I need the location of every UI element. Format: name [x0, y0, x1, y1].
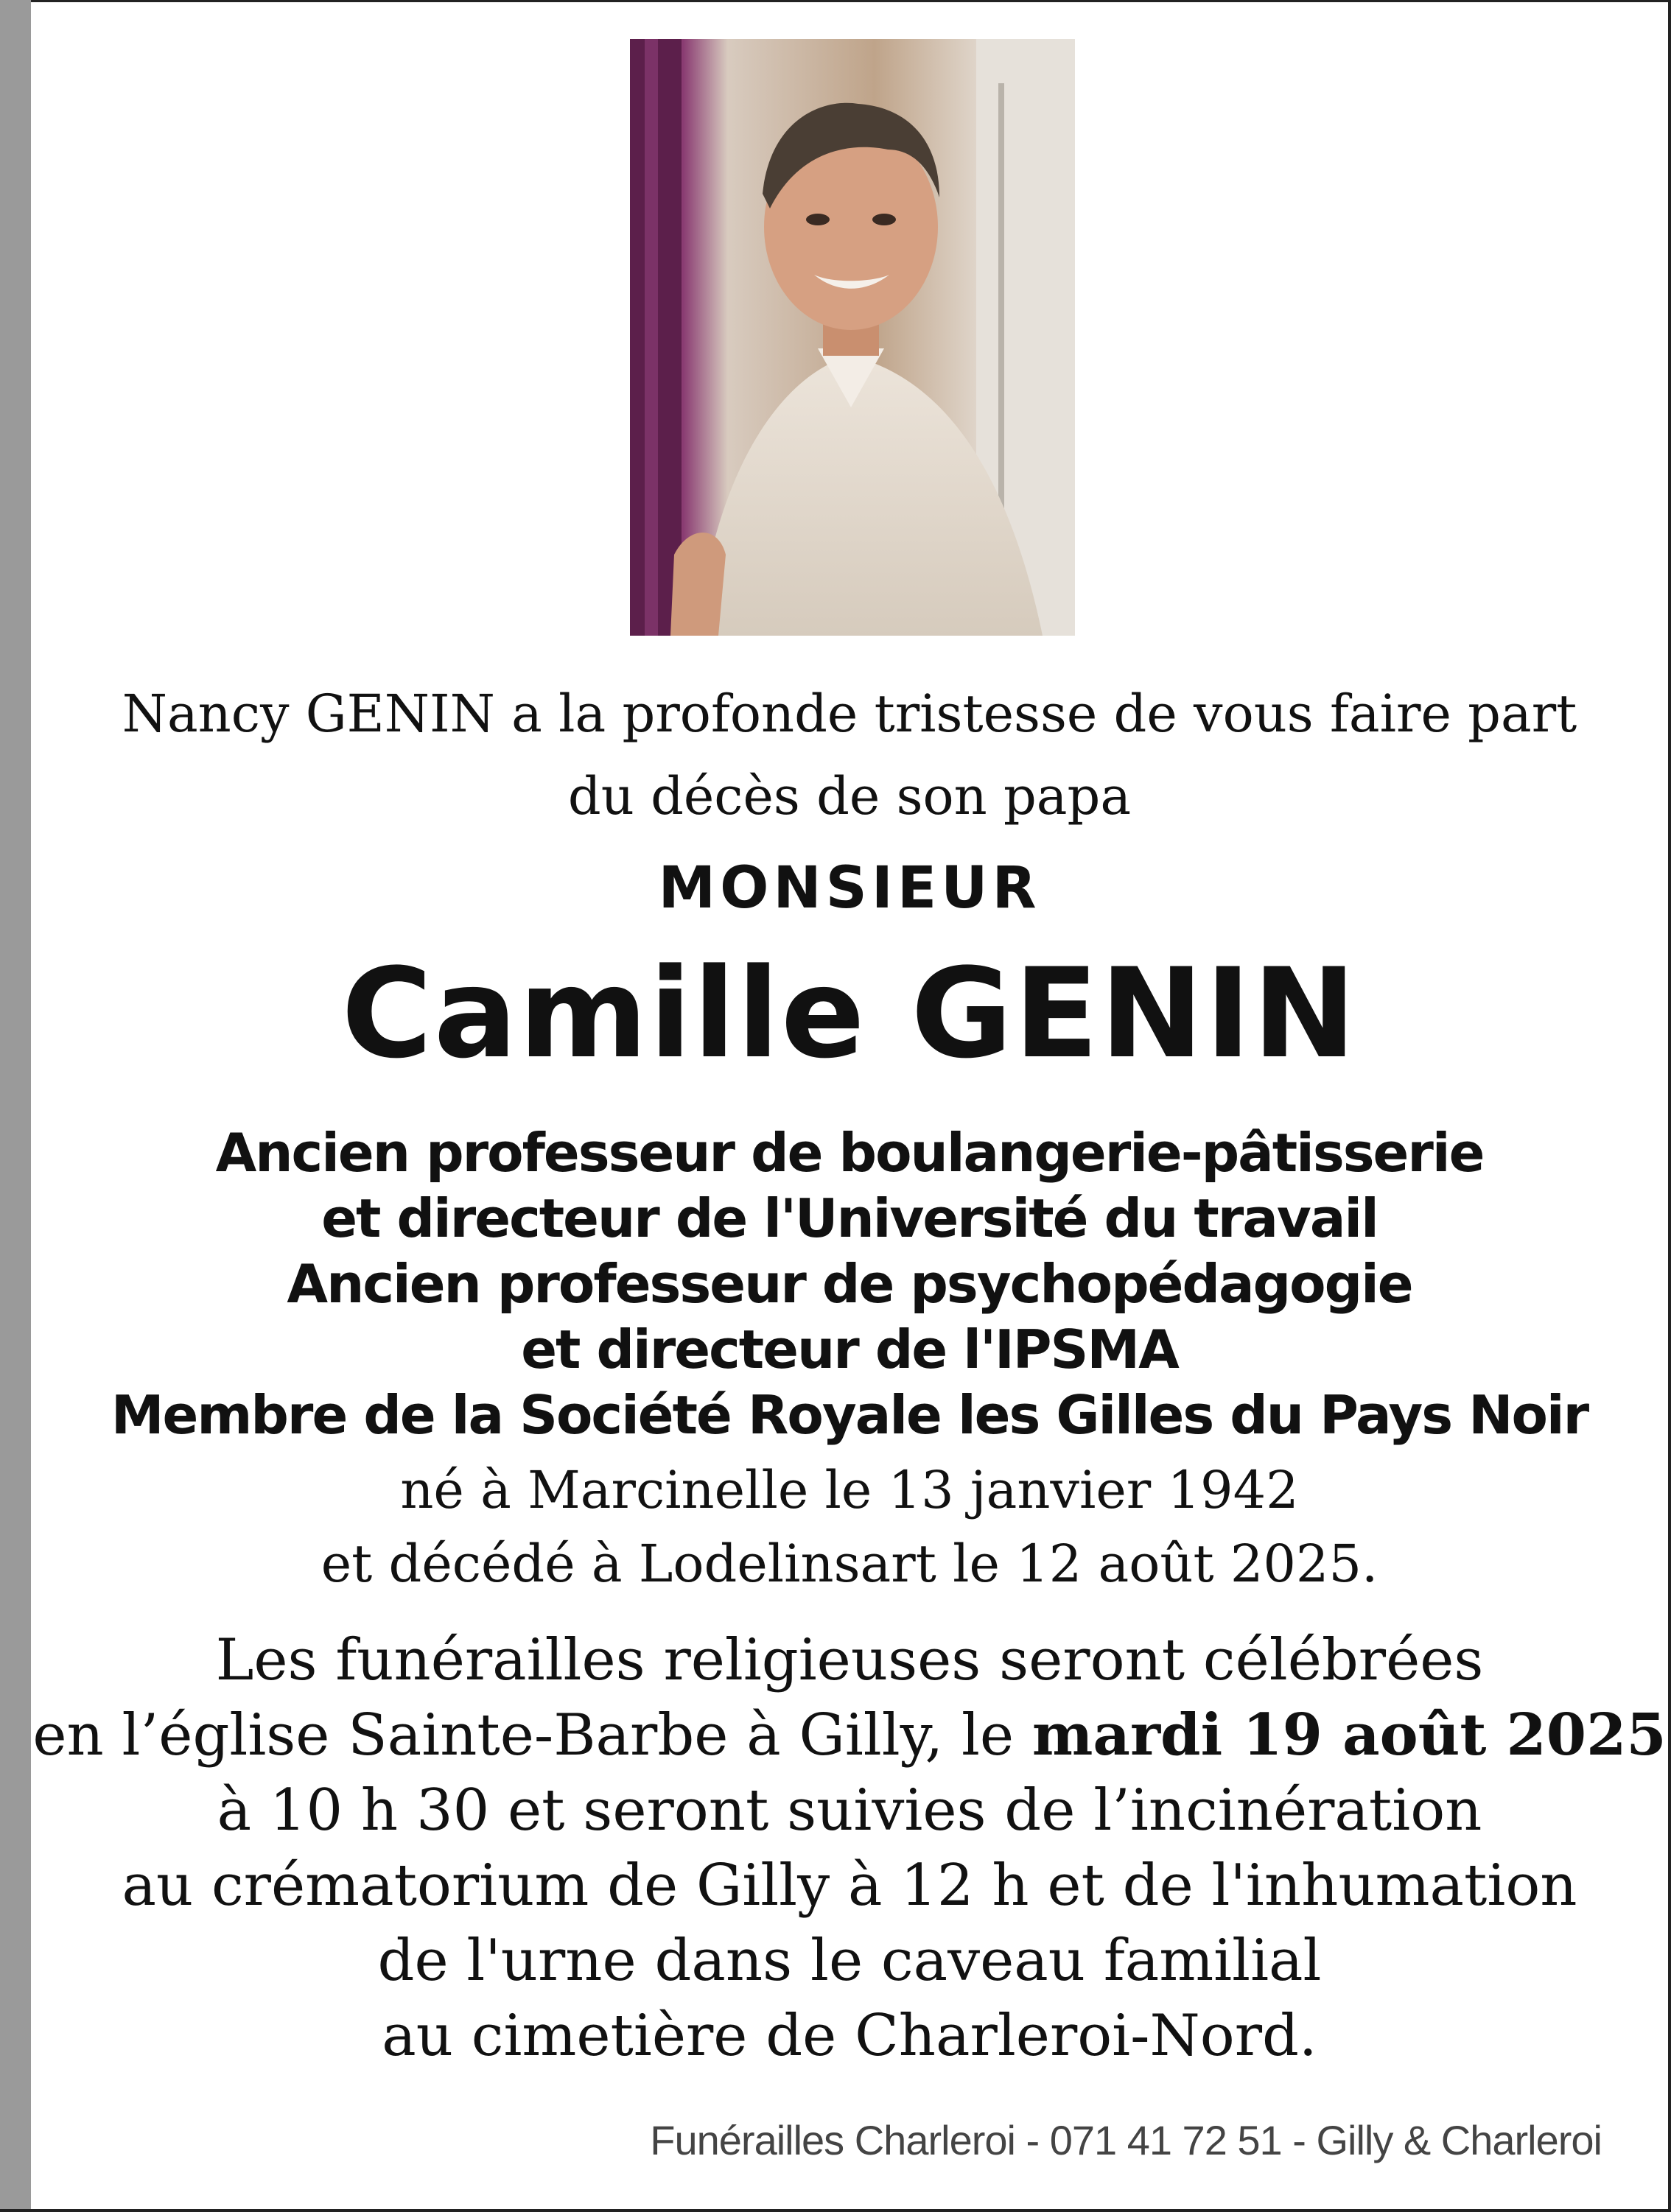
title-line: et directeur de l'IPSMA [521, 1319, 1178, 1380]
birth-line: né à Marcinelle le 13 janvier 1942 [400, 1460, 1299, 1520]
title-line: et directeur de l'Université du travail [321, 1187, 1378, 1249]
portrait-photo [630, 39, 1075, 636]
deceased-name: Camille GENIN [341, 941, 1358, 1086]
ceremony-line [31, 1698, 1668, 1773]
frame-bottom-border [0, 2209, 1671, 2212]
ceremony-location: en l’église Sainte-Barbe à Gilly, le [32, 1702, 1032, 1769]
ceremony-line: au crématorium de Gilly à 12 h et de l'inhumation [122, 1853, 1577, 1919]
intro-text [31, 673, 1668, 838]
ceremony-date: mardi 19 août 2025 [1031, 1702, 1667, 1769]
frame-right-border [1668, 0, 1671, 2212]
intro-line: Nancy GENIN a la profonde tristesse de vous faire part [122, 684, 1577, 744]
funeral-home-footer: Funérailles Charleroi - 071 41 72 51 - Gilly & Charleroi [650, 2117, 1602, 2163]
title-line: Membre de la Société Royale les Gilles du Pays Noir [111, 1384, 1588, 1446]
ceremony-line: Les funérailles religieuses seront célébrées [215, 1627, 1484, 1693]
title-line: Ancien professeur de boulangerie-pâtisserie [215, 1122, 1484, 1184]
honorific: MONSIEUR [658, 855, 1041, 921]
title-line: Ancien professeur de psychopédagogie [287, 1253, 1412, 1315]
frame-left-border [0, 0, 31, 2212]
birth-death-dates [31, 1453, 1668, 1601]
titles-list [31, 1120, 1668, 1448]
funeral-details [31, 1623, 1668, 2074]
death-line: et décédé à Lodelinsart le 12 août 2025. [320, 1534, 1379, 1594]
ceremony-line: au cimetière de Charleroi-Nord. [382, 2003, 1317, 2069]
ceremony-line: de l'urne dans le caveau familial [377, 1928, 1322, 1994]
ceremony-line: à 10 h 30 et seront suivies de l’incinération [217, 1777, 1482, 1844]
intro-line: du décès de son papa [567, 766, 1132, 826]
obituary-notice [31, 2, 1668, 2209]
